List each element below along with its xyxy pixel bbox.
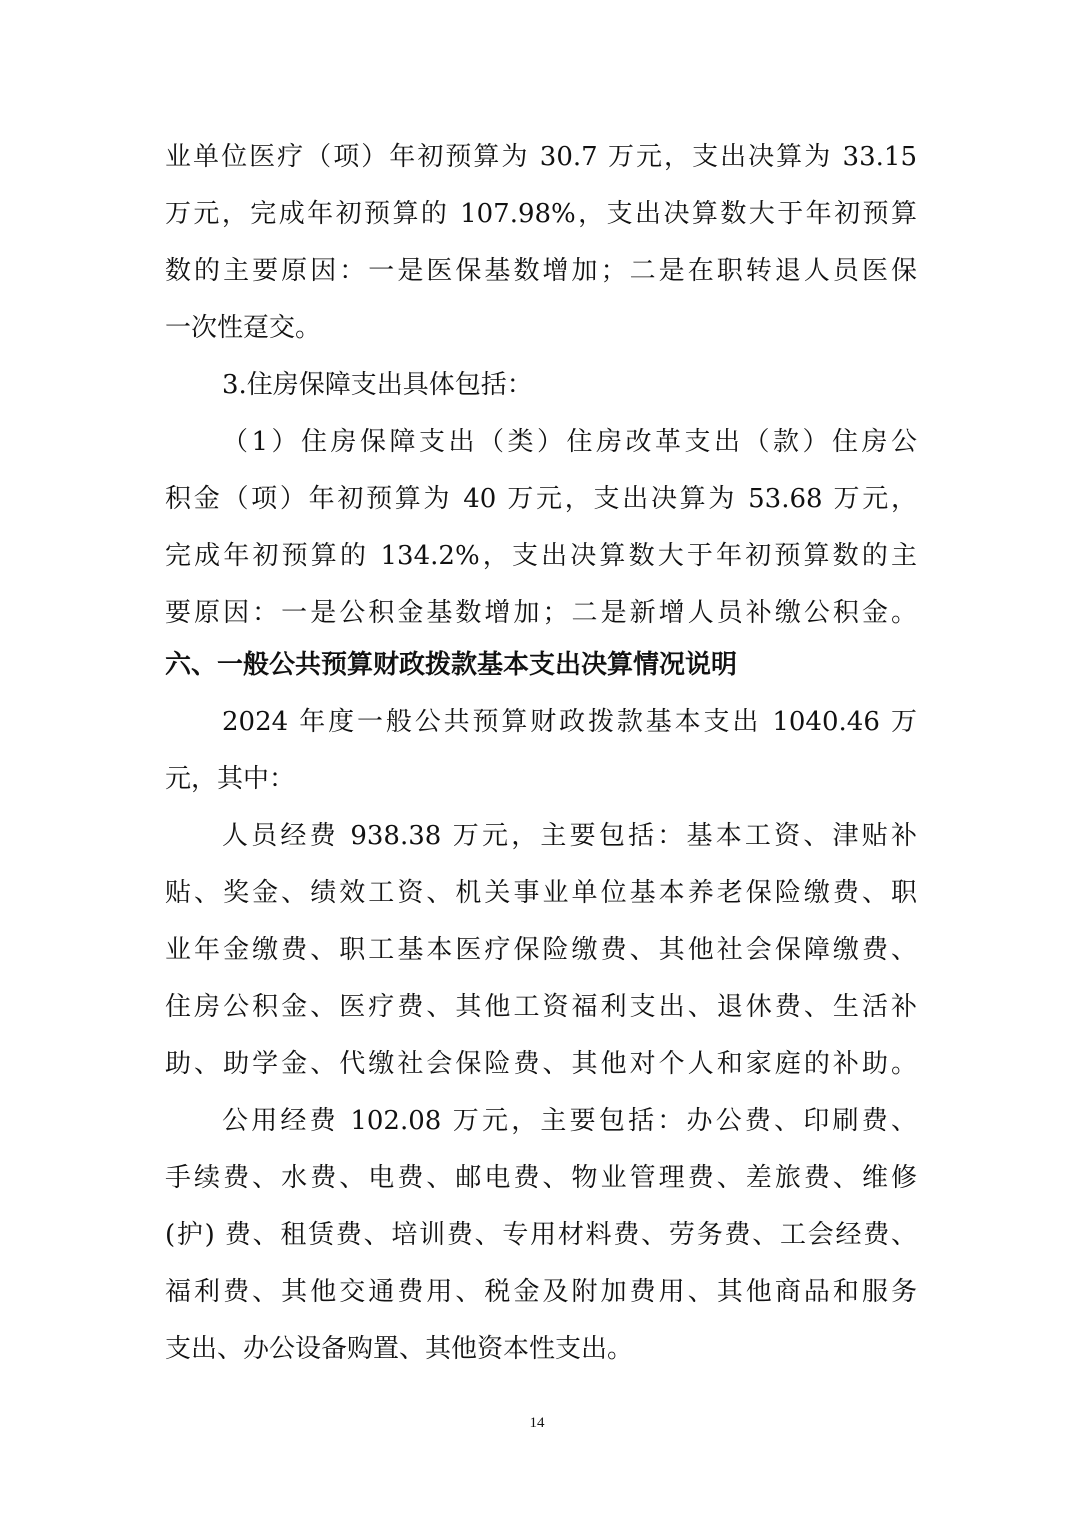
text-line: （1）住房保障支出（类）住房改革支出（款）住房公 <box>222 427 917 457</box>
text-line: 数的主要原因：一是医保基数增加；二是在职转退人员医保 <box>165 256 917 286</box>
text-line: 住房公积金、医疗费、其他工资福利支出、退休费、生活补 <box>165 992 917 1022</box>
text-line: 助、助学金、代缴社会保险费、其他对个人和家庭的补助。 <box>165 1049 917 1079</box>
text-line: 贴、奖金、绩效工资、机关事业单位基本养老保险缴费、职 <box>165 878 917 908</box>
text-line: 元，其中： <box>165 764 296 794</box>
text-line: 手续费、水费、电费、邮电费、物业管理费、差旅费、维修 <box>165 1163 917 1193</box>
text-line: 支出、办公设备购置、其他资本性支出。 <box>165 1334 634 1364</box>
section-heading: 六、一般公共预算财政拨款基本支出决算情况说明 <box>165 650 738 680</box>
text-line: 业单位医疗（项）年初预算为 30.7 万元，支出决算为 33.15 <box>165 142 917 172</box>
text-line: 公用经费 102.08 万元，主要包括：办公费、印刷费、 <box>222 1106 917 1136</box>
text-line: 完成年初预算的 134.2%，支出决算数大于年初预算数的主 <box>165 541 917 571</box>
text-line: 积金（项）年初预算为 40 万元，支出决算为 53.68 万元， <box>165 484 917 514</box>
text-line: 业年金缴费、职工基本医疗保险缴费、其他社会保障缴费、 <box>165 935 917 965</box>
page-number: 14 <box>529 1415 545 1431</box>
section-subheading: 3.住房保障支出具体包括： <box>222 370 533 400</box>
text-line: (护) 费、租赁费、培训费、专用材料费、劳务费、工会经费、 <box>165 1220 917 1250</box>
text-line: 一次性趸交。 <box>165 313 322 343</box>
text-line: 人员经费 938.38 万元，主要包括：基本工资、津贴补 <box>222 821 917 851</box>
text-line: 要原因：一是公积金基数增加；二是新增人员补缴公积金。 <box>165 598 917 628</box>
text-line: 福利费、其他交通费用、税金及附加费用、其他商品和服务 <box>165 1277 917 1307</box>
text-line: 2024 年度一般公共预算财政拨款基本支出 1040.46 万 <box>222 707 917 737</box>
text-line: 万元，完成年初预算的 107.98%，支出决算数大于年初预算 <box>165 199 917 229</box>
